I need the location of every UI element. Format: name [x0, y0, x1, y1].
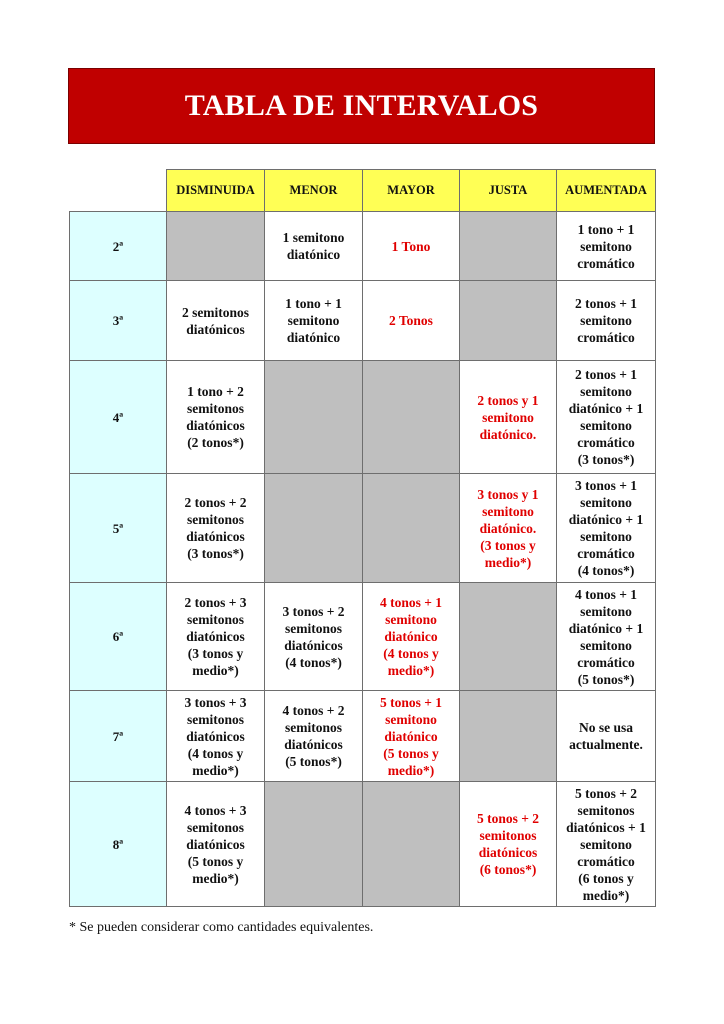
cell-mayor: [363, 691, 460, 782]
cell-text: 5 tonos + 1 semitono diatónico (5 tonos y medio*): [379, 694, 443, 778]
cell-menor: [265, 474, 363, 583]
cell-aumentada: [557, 691, 656, 782]
cell-aumentada: [557, 361, 656, 474]
page-title: TABLA DE INTERVALOS: [184, 89, 539, 122]
row-header: 4ª: [70, 361, 167, 474]
interval-row: [70, 212, 656, 281]
cell-disminuida: [167, 212, 265, 281]
cell-text: 1 semitono diatónico: [282, 230, 345, 262]
interval-row: [70, 691, 656, 782]
row-header: 7ª: [70, 691, 167, 782]
cell-text: 4 tonos + 1 semitono diatónico (4 tonos y medio*): [379, 595, 443, 678]
cell-text: 5 tonos + 2 semitonos diatónicos + 1 semitono cromático (6 tonos y medio*): [566, 785, 646, 903]
cell-disminuida: [167, 691, 265, 782]
cell-text: 2 tonos y 1 semitono diatónico.: [477, 392, 539, 442]
intervals-table: [69, 169, 656, 907]
cell-text: 4 tonos + 1 semitono diatónico + 1 semitono cromático (5 tonos*): [568, 586, 644, 687]
cell-disminuida: [167, 782, 265, 907]
cell-mayor: [363, 281, 460, 361]
cell-justa: [460, 691, 557, 782]
cell-text: 3 tonos + 2 semitonos diatónicos (4 tonos*): [282, 603, 345, 670]
cell-justa: [460, 583, 557, 691]
interval-row: [70, 782, 656, 907]
cell-menor: [265, 583, 363, 691]
interval-row: [70, 474, 656, 583]
cell-justa: [460, 474, 557, 583]
cell-menor: [265, 782, 363, 907]
cell-text: 2 tonos + 1 semitono cromático: [574, 296, 638, 345]
cell-menor: [265, 361, 363, 474]
column-header-menor: MENOR: [265, 170, 363, 212]
cell-text: 3 tonos y 1 semitono diatónico. (3 tonos y medio*): [477, 486, 539, 570]
cell-mayor: [363, 782, 460, 907]
cell-text: 2 tonos + 2 semitonos diatónicos (3 tonos*): [184, 495, 247, 561]
cell-text: 3 tonos + 1 semitono diatónico + 1 semitono cromático (4 tonos*): [568, 478, 644, 578]
cell-mayor: [363, 361, 460, 474]
interval-row: [70, 583, 656, 691]
row-header: 5ª: [70, 474, 167, 583]
row-header: 3ª: [70, 281, 167, 361]
column-header-mayor: MAYOR: [363, 170, 460, 212]
cell-disminuida: [167, 583, 265, 691]
cell-text: 1 tono + 1 semitono diatónico: [285, 296, 342, 345]
corner-cell: [70, 170, 167, 212]
cell-menor: [265, 281, 363, 361]
header-row: [70, 170, 656, 212]
row-header: 6ª: [70, 583, 167, 691]
cell-text: 1 Tono: [391, 238, 431, 254]
cell-text: 2 tonos + 1 semitono diatónico + 1 semitono cromático (3 tonos*): [568, 367, 644, 467]
column-header-justa: JUSTA: [460, 170, 557, 212]
cell-aumentada: [557, 474, 656, 583]
column-header-aumentada: AUMENTADA: [557, 170, 656, 212]
cell-menor: [265, 212, 363, 281]
cell-text: 2 Tonos: [389, 313, 433, 328]
cell-justa: [460, 782, 557, 907]
cell-justa: [460, 361, 557, 474]
cell-disminuida: [167, 281, 265, 361]
cell-mayor: [363, 474, 460, 583]
cell-justa: [460, 281, 557, 361]
cell-justa: [460, 212, 557, 281]
row-header: 8ª: [70, 782, 167, 907]
cell-mayor: [363, 212, 460, 281]
cell-aumentada: [557, 212, 656, 281]
cell-text: 4 tonos + 3 semitonos diatónicos (5 tonos y medio*): [184, 802, 247, 886]
cell-text: 1 tono + 1 semitono cromático: [577, 221, 635, 271]
cell-text: 2 tonos + 3 semitonos diatónicos (3 tonos y medio*): [184, 595, 247, 678]
cell-aumentada: [557, 583, 656, 691]
interval-row: [70, 361, 656, 474]
cell-disminuida: [167, 361, 265, 474]
cell-text: 4 tonos + 2 semitonos diatónicos (5 tonos*): [282, 703, 345, 769]
cell-disminuida: [167, 474, 265, 583]
cell-text: 3 tonos + 3 semitonos diatónicos (4 tonos y medio*): [184, 694, 247, 778]
cell-aumentada: [557, 281, 656, 361]
cell-menor: [265, 691, 363, 782]
column-header-disminuida: DISMINUIDA: [167, 170, 265, 212]
cell-text: 1 tono + 2 semitonos diatónicos (2 tonos*): [186, 384, 245, 450]
cell-text: 5 tonos + 2 semitonos diatónicos (6 tonos*): [476, 811, 540, 877]
cell-text: No se usa actualmente.: [569, 720, 643, 752]
footnote: * Se pueden considerar como cantidades equivalentes.: [69, 920, 374, 935]
row-header: 2ª: [70, 212, 167, 281]
cell-text: 2 semitonos diatónicos: [181, 304, 250, 337]
interval-row: [70, 281, 656, 361]
cell-mayor: [363, 583, 460, 691]
title-banner: [68, 68, 655, 144]
cell-aumentada: [557, 782, 656, 907]
